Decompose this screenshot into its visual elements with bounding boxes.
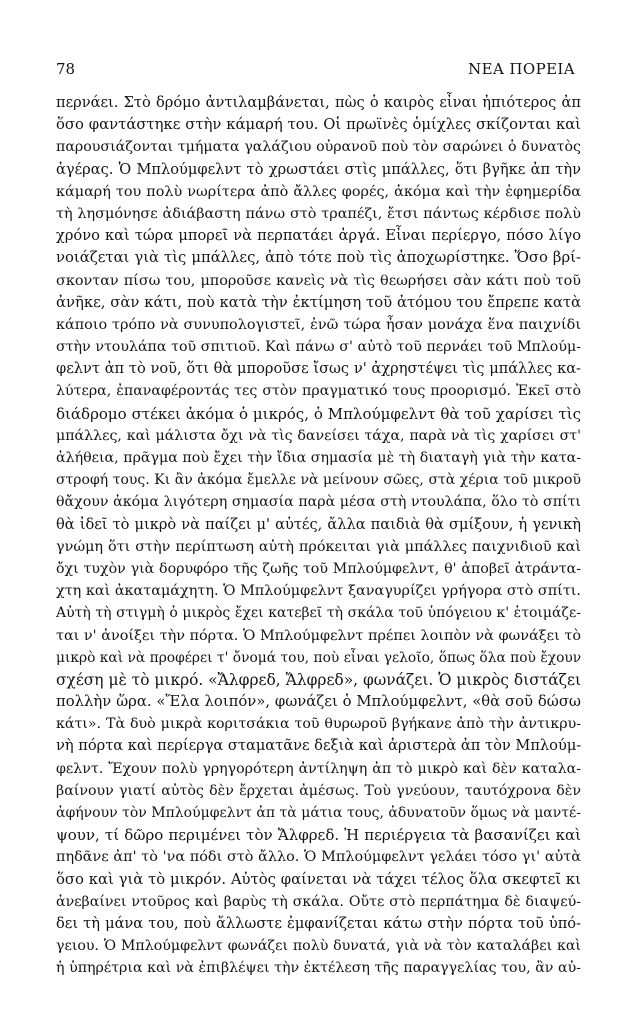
body-text <box>56 92 581 980</box>
text-line: ἀφήνουν τὸν Μπλούμφελντ ἀπ τὰ μάτια τους, ἀδυνατοῦν ὅμως νὰ μαντέ- <box>56 805 581 821</box>
running-header <box>56 60 575 80</box>
text-line: μικρὸ καὶ νὰ προφέρει τ' ὄνομά του, ποὺ εἶναι γελοῖο, ὅπως ὅλα ποὺ ἔχουν <box>56 649 581 666</box>
text-line: τὴ λησμόνησε ἀδιάβαστη πάνω στὸ τραπέζι, ἔτσι πάντως κέρδισε πολὺ <box>56 205 581 222</box>
page-number: 78 <box>56 60 76 78</box>
text-line: χτη καὶ ἀκαταμάχητη. Ὁ Μπλούμφελντ ξαναγυρίζει γρήγορα στὸ σπίτι. <box>56 583 581 600</box>
text-line: στὴν ντουλάπα τοῦ σπιτιοῦ. Καὶ πάνω σ' αὐτὸ τοῦ περνάει τοῦ Μπλούμ- <box>56 339 581 356</box>
text-line: πηδᾶνε ἀπ' τὸ 'να πόδι στὸ ἄλλο. Ὁ Μπλούμφελντ γελάει τόσο γι' αὐτὰ <box>56 849 581 866</box>
text-line: ἀγέρας. Ὁ Μπλούμφελντ τὸ χρωστάει στὶς μπάλλες, ὅτι βγῆκε ἀπ τὴν <box>56 160 581 178</box>
text-line: γνώμη ὅτι στὴν περίπτωση αὐτὴ πρόκειται γιὰ μπάλλες παιχνιδιοῦ καὶ <box>56 538 581 555</box>
text-line: φελντ. Ἔχουν πολὺ γρηγορότερη ἀντίληψη ἀπ τὸ μικρὸ καὶ δὲν καταλα- <box>56 760 581 777</box>
text-line: κάτι». Τὰ δυὸ μικρὰ κοριτσάκια τοῦ θυρωροῦ βγήκανε ἀπὸ τὴν ἀντικρυ- <box>56 716 581 733</box>
text-line: περνάει. Στὸ δρόμο ἀντιλαμβάνεται, πὼς ὁ καιρὸς εἶναι ἠπιότερος ἀπ <box>56 94 581 111</box>
text-line: Αὐτὴ τὴ στιγμὴ ὁ μικρὸς ἔχει κατεβεῖ τὴ σκάλα τοῦ ὑπόγειου κ' ἑτοιμάζε- <box>56 605 581 622</box>
text-line: θὰ ἰδεῖ τὸ μικρὸ νὰ παίζει μ' αὐτές, ἄλλα παιδιὰ θὰ σμίξουν, ἡ γενικὴ <box>56 515 581 533</box>
text-line: στροφή τους. Κι ἂν ἀκόμα ἔμελλε νὰ μείνουν σῶες, στὰ χέρια τοῦ μικροῦ <box>56 472 581 489</box>
text-line: ἀνῆκε, σὰν κάτι, ποὺ κατὰ τὴν ἐκτίμηση τοῦ ἀτόμου του ἔπρεπε κατὰ <box>56 293 581 311</box>
text-line: μπάλλες, καὶ μάλιστα ὄχι νὰ τὶς δανείσει τάχα, παρὰ νὰ τὶς χαρίσει στ' <box>56 427 581 444</box>
text-line: ται ν' ἀνοίξει τὴν πόρτα. Ὁ Μπλούμφελντ πρέπει λοιπὸν νὰ φωνάξει τὸ <box>56 627 581 644</box>
text-line: νοιάζεται γιὰ τὶς μπάλλες, ἀπὸ τότε ποὺ τὶς ἀποχωρίστηκε. Ὅσο βρί- <box>56 249 581 267</box>
text-line: βαίνουν γιατί αὐτὸς δὲν ἔρχεται ἀμέσως. Τοὺ γνεύουν, ταυτόχρονα δὲν <box>56 782 581 799</box>
text-line: νὴ πόρτα καὶ περίεργα σταματᾶνε δεξιὰ καὶ ἀριστερὰ ἀπ τὸν Μπλούμ- <box>56 737 581 755</box>
text-line: χρόνο καὶ τώρα μπορεῖ νὰ περπατάει ἀργά. Εἶναι περίεργο, πόσο λίγο <box>56 227 581 245</box>
text-line: φελντ ἀπ τὸ νοῦ, ὅτι θὰ μποροῦσε ἴσως ν' ἀχρηστέψει τὶς μπάλλες κα- <box>56 360 581 378</box>
text-line: παρουσιάζονται τμήματα γαλάζιου οὐρανοῦ ποὺ τὸν σαρώνει ὁ δυνατὸς <box>56 139 581 156</box>
text-line: ὅσο φαντάστηκε στὴν κάμαρή του. Οἱ πρωϊνὲς ὁμίχλες σκίζονται καὶ <box>56 116 581 134</box>
text-line: ἀλήθεια, πρᾶγμα ποὺ ἔχει τὴν ἴδια σημασία μὲ τὴ διαταγὴ γιὰ τὴν κατα- <box>56 450 581 466</box>
text-line: κάποιο τρόπο νὰ συνυπολογιστεῖ, ἐνῶ τώρα ἦσαν μονάχα ἕνα παιχνίδι <box>56 316 581 333</box>
text-line: ψουν, τί δῶρο περιμένει τὸν Ἄλφρεδ. Ἡ περιέργεια τὰ βασανίζει καὶ <box>56 826 581 845</box>
text-line: ὅσο καὶ γιὰ τὸ μικρόν. Αὐτὸς φαίνεται νὰ τάχει τέλος ὅλα σκεφτεῖ κι <box>56 870 581 888</box>
text-line: λύτερα, ἐπαναφέροντάς τες στὸν πραγματικό τους προορισμό. Ἐκεῖ στὸ <box>56 383 581 400</box>
text-line: κάμαρή του πολὺ νωρίτερα ἀπὸ ἄλλες φορές, ἀκόμα καὶ τὴν ἐφημερίδα <box>56 183 581 200</box>
text-line: γειου. Ὁ Μπλούμφελντ φωνάζει πολὺ δυνατά, γιὰ νὰ τὸν καταλάβει καὶ <box>56 938 581 955</box>
text-line: διάδρομο στέκει ἀκόμα ὁ μικρός, ὁ Μπλούμφελντ θὰ τοῦ χαρίσει τὶς <box>56 404 581 423</box>
text-line: σχέση μὲ τὸ μικρό. «Ἄλφρεδ, Ἄλφρεδ», φωνάζει. Ὁ μικρὸς διστάζει <box>56 670 581 689</box>
text-line: σκονταν πίσω του, μποροῦσε κανεὶς νὰ τὶς θεωρήσει σὰν κάτι ποὺ τοῦ <box>56 272 581 289</box>
running-title: ΝΕΑ ΠΟΡΕΙΑ <box>468 60 575 78</box>
text-line: ἀνεβαίνει ντοῦρος καὶ βαρὺς τὴ σκάλα. Οὔτε στὸ περπάτημα δὲ διαψεύ- <box>56 893 581 910</box>
text-line: θἄχουν ἀκόμα λιγότερη σημασία παρὰ μέσα στὴ ντουλάπα, ὅλο τὸ σπίτι <box>56 494 581 511</box>
text-line: ὄχι τυχὸν γιὰ δορυφόρο τῆς ζωῆς τοῦ Μπλούμφελντ, θ' ἀποβεῖ ἀτράντα- <box>56 560 581 577</box>
text-line: δει τὴ μάνα του, ποὺ ἄλλωστε ἐμφανίζεται κάτω στὴν πόρτα τοῦ ὑπό- <box>56 914 581 932</box>
text-line: πολλὴν ὥρα. «Ἔλα λοιπόν», φωνάζει ὁ Μπλούμφελντ, «θὰ σοῦ δώσω <box>56 693 581 711</box>
text-line: ἡ ὑπηρέτρια καὶ νὰ ἐπιβλέψει τὴν ἐκτέλεση τῆς παραγγελίας του, ἂν αὐ- <box>56 960 581 977</box>
